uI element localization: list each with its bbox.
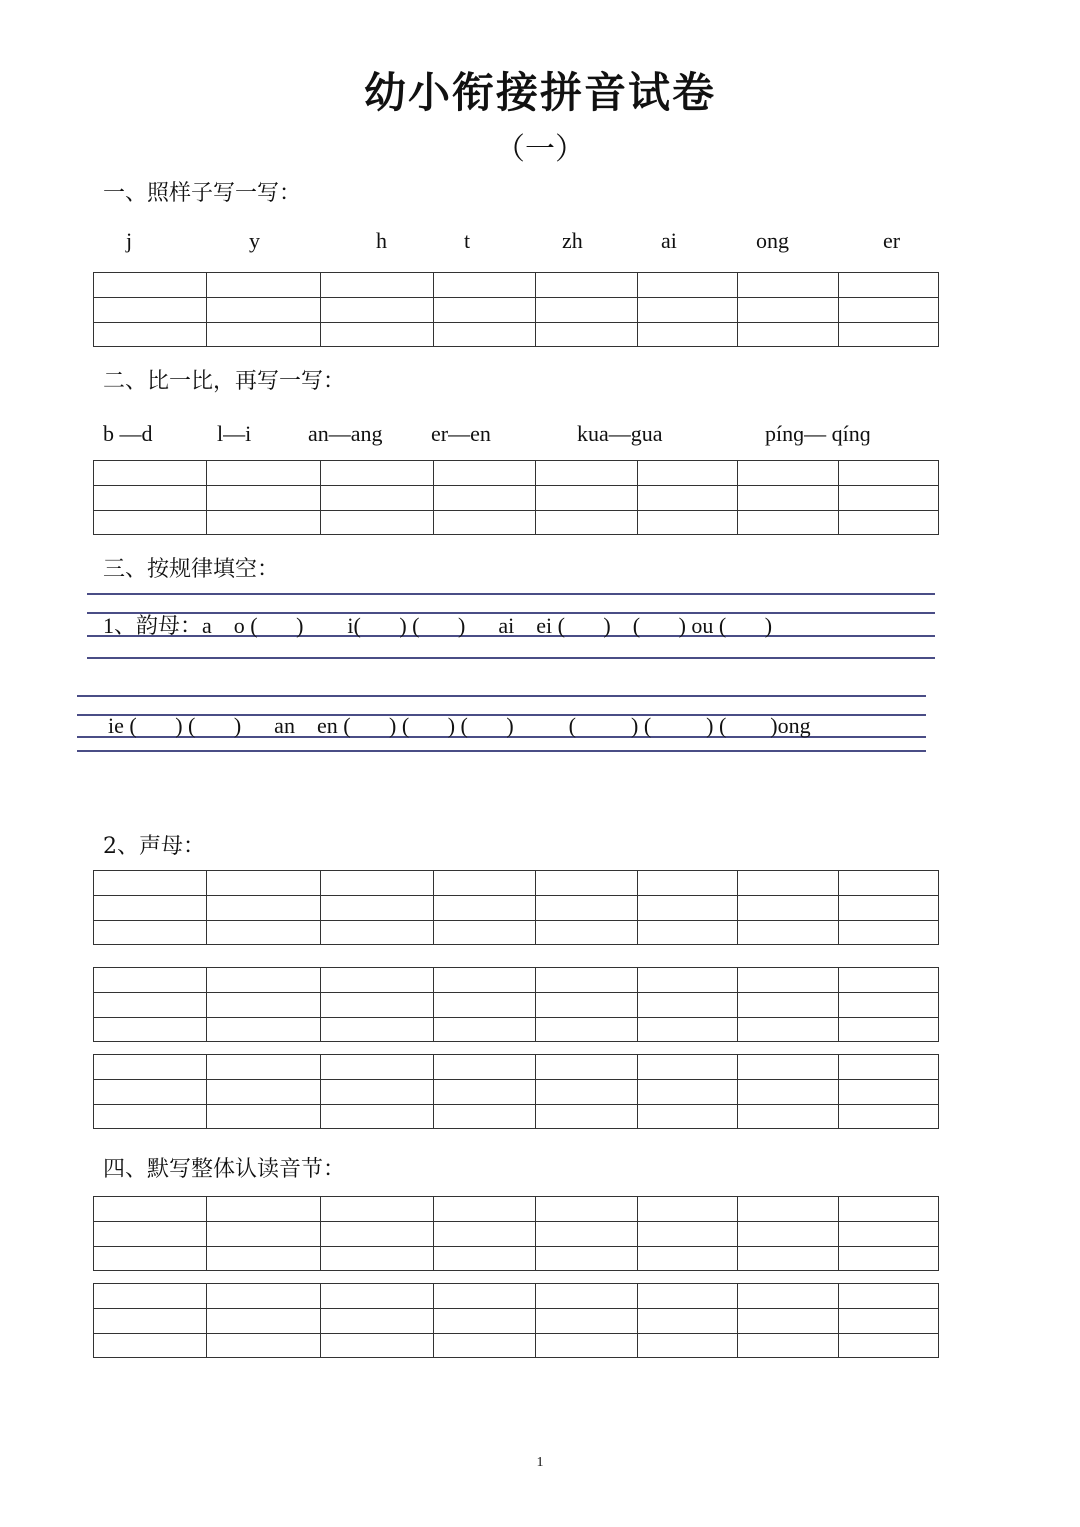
compare-pair: kua—gua [577, 421, 663, 446]
writing-grid[interactable] [93, 460, 939, 535]
grid-column-line [206, 273, 207, 346]
grid-column-line [637, 461, 638, 534]
grid-column-line [838, 871, 839, 944]
grid-column-line [838, 273, 839, 346]
grid-column-line [637, 1284, 638, 1357]
grid-column-line [737, 273, 738, 346]
writing-grid[interactable] [93, 1196, 939, 1271]
grid-column-line [320, 461, 321, 534]
vowel-fill-line[interactable]: 1、韵母：a o ( ) i( ) ( ) ai ei ( ) ( ) ou ( ) [103, 613, 773, 638]
writing-grid[interactable] [93, 870, 939, 945]
letter-item: ai [661, 228, 677, 253]
grid-column-line [320, 968, 321, 1041]
letter-item: h [376, 228, 387, 253]
grid-column-line [535, 1284, 536, 1357]
grid-column-line [637, 273, 638, 346]
grid-column-line [320, 273, 321, 346]
grid-column-line [433, 1284, 434, 1357]
grid-column-line [737, 968, 738, 1041]
page-number: 1 [536, 1455, 544, 1470]
grid-column-line [535, 1055, 536, 1128]
grid-column-line [737, 1197, 738, 1270]
grid-row-line [94, 895, 938, 896]
grid-column-line [838, 461, 839, 534]
grid-column-line [206, 968, 207, 1041]
grid-column-line [838, 968, 839, 1041]
compare-pair: an—ang [308, 421, 383, 446]
grid-column-line [535, 968, 536, 1041]
section3-heading: 三、按规律填空： [103, 557, 280, 582]
section1-heading: 一、照样子写一写： [103, 181, 302, 206]
vowel-fill-line-2[interactable]: ie ( ) ( ) an en ( ) ( ) ( ) ( ) ( ) ( )ong [108, 713, 811, 738]
grid-column-line [637, 871, 638, 944]
grid-column-line [206, 871, 207, 944]
page-subtitle: （一） [495, 132, 585, 167]
grid-column-line [433, 273, 434, 346]
section2-heading: 二、比一比，再写一写： [103, 369, 346, 394]
letter-item: zh [562, 228, 583, 253]
letter-item: er [883, 228, 901, 253]
compare-pair: er—en [431, 421, 491, 446]
grid-column-line [637, 968, 638, 1041]
letter-item: y [249, 228, 260, 253]
grid-column-line [838, 1197, 839, 1270]
grid-column-line [320, 1284, 321, 1357]
grid-column-line [838, 1284, 839, 1357]
grid-row-line [94, 297, 938, 298]
grid-column-line [206, 1197, 207, 1270]
grid-row-line [94, 992, 938, 993]
ruled-line [77, 695, 926, 697]
grid-column-line [206, 1055, 207, 1128]
grid-column-line [737, 871, 738, 944]
writing-grid[interactable] [93, 1283, 939, 1358]
grid-column-line [320, 1055, 321, 1128]
grid-column-line [737, 461, 738, 534]
grid-row-line [94, 485, 938, 486]
grid-column-line [433, 871, 434, 944]
grid-row-line [94, 1333, 938, 1334]
grid-column-line [433, 968, 434, 1041]
page-title: 幼小衔接拼音试卷 [363, 68, 716, 117]
grid-column-line [206, 461, 207, 534]
grid-row-line [94, 1017, 938, 1018]
letter-item: t [464, 228, 471, 253]
grid-column-line [737, 1284, 738, 1357]
grid-row-line [94, 1308, 938, 1309]
initials-subheading: 2、声母： [103, 834, 205, 859]
grid-row-line [94, 1104, 938, 1105]
grid-column-line [838, 1055, 839, 1128]
section4-heading: 四、默写整体认读音节： [103, 1157, 346, 1182]
grid-column-line [206, 1284, 207, 1357]
ruled-line [87, 593, 935, 595]
grid-column-line [535, 461, 536, 534]
grid-column-line [535, 1197, 536, 1270]
compare-pair: l—i [217, 421, 252, 446]
ruled-line [87, 657, 935, 659]
grid-column-line [535, 273, 536, 346]
grid-column-line [433, 461, 434, 534]
grid-column-line [637, 1197, 638, 1270]
grid-row-line [94, 322, 938, 323]
writing-grid[interactable] [93, 1054, 939, 1129]
grid-row-line [94, 1221, 938, 1222]
grid-row-line [94, 1079, 938, 1080]
grid-column-line [320, 1197, 321, 1270]
grid-column-line [535, 871, 536, 944]
writing-grid[interactable] [93, 967, 939, 1042]
grid-row-line [94, 510, 938, 511]
grid-column-line [637, 1055, 638, 1128]
grid-column-line [320, 871, 321, 944]
grid-column-line [737, 1055, 738, 1128]
grid-row-line [94, 1246, 938, 1247]
grid-column-line [433, 1055, 434, 1128]
compare-pair: b —d [103, 421, 153, 446]
writing-grid[interactable] [93, 272, 939, 347]
grid-row-line [94, 920, 938, 921]
letter-item: ong [756, 228, 789, 253]
grid-column-line [433, 1197, 434, 1270]
letter-item: j [126, 228, 133, 253]
ruled-line [77, 750, 926, 752]
compare-pair: pínɡ— qínɡ [765, 421, 871, 446]
